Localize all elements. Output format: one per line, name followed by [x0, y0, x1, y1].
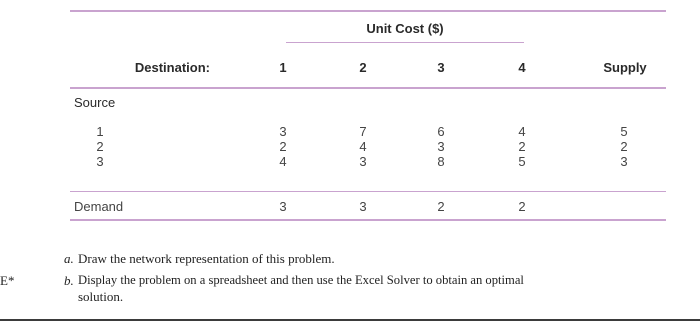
demand-label: Demand	[74, 199, 124, 214]
cost-cell: 3	[437, 139, 445, 154]
cost-cell: 5	[518, 154, 526, 169]
question-text-line-2: solution.	[78, 289, 124, 304]
supply-cell: 3	[620, 154, 628, 169]
cost-cell: 7	[359, 124, 367, 139]
question-a	[64, 251, 694, 267]
cost-cell: 2	[279, 139, 287, 154]
cost-column-1	[273, 124, 293, 169]
unit-cost-header: Unit Cost ($)	[366, 21, 444, 36]
header-group-rule	[286, 42, 524, 43]
cost-cell: 4	[518, 124, 526, 139]
destination-label: Destination:	[134, 60, 210, 75]
supply-cell: 5	[620, 124, 628, 139]
destination-header-1: 1	[279, 60, 287, 75]
question-text: Draw the network representation of this problem.	[78, 251, 335, 266]
source-label: Source	[74, 95, 116, 110]
cost-cell: 8	[437, 154, 445, 169]
demand-cell: 3	[279, 199, 287, 214]
demand-top-rule	[70, 191, 666, 192]
supply-cell: 2	[620, 139, 628, 154]
question-b	[64, 273, 696, 307]
question-text-line-1: Display the problem on a spreadsheet and then use the Excel Solver to obtain an optimal	[78, 273, 524, 287]
header-bottom-rule	[70, 87, 666, 89]
source-column	[90, 124, 110, 169]
cost-column-2	[353, 124, 373, 169]
cost-column-3	[431, 124, 451, 169]
cost-column-4	[512, 124, 532, 169]
cost-cell: 2	[518, 139, 526, 154]
demand-cell: 2	[437, 199, 445, 214]
cost-cell: 3	[359, 154, 367, 169]
supply-header: Supply	[603, 60, 647, 75]
table-top-rule	[70, 10, 666, 12]
table-bottom-rule	[70, 219, 666, 221]
demand-cell: 3	[359, 199, 367, 214]
cost-cell: 4	[279, 154, 287, 169]
cost-cell: 6	[437, 124, 445, 139]
supply-column	[614, 124, 634, 169]
question-letter: a.	[64, 251, 74, 266]
source-cell: 3	[96, 154, 104, 169]
destination-header-4: 4	[518, 60, 526, 75]
cost-cell: 3	[279, 124, 287, 139]
destination-header-3: 3	[437, 60, 445, 75]
destination-header-2: 2	[359, 60, 367, 75]
cost-cell: 4	[359, 139, 367, 154]
question-letter: b.	[64, 273, 74, 288]
source-cell: 2	[96, 139, 104, 154]
source-cell: 1	[96, 124, 104, 139]
exercise-marker: E*	[0, 273, 15, 288]
demand-cell: 2	[518, 199, 526, 214]
